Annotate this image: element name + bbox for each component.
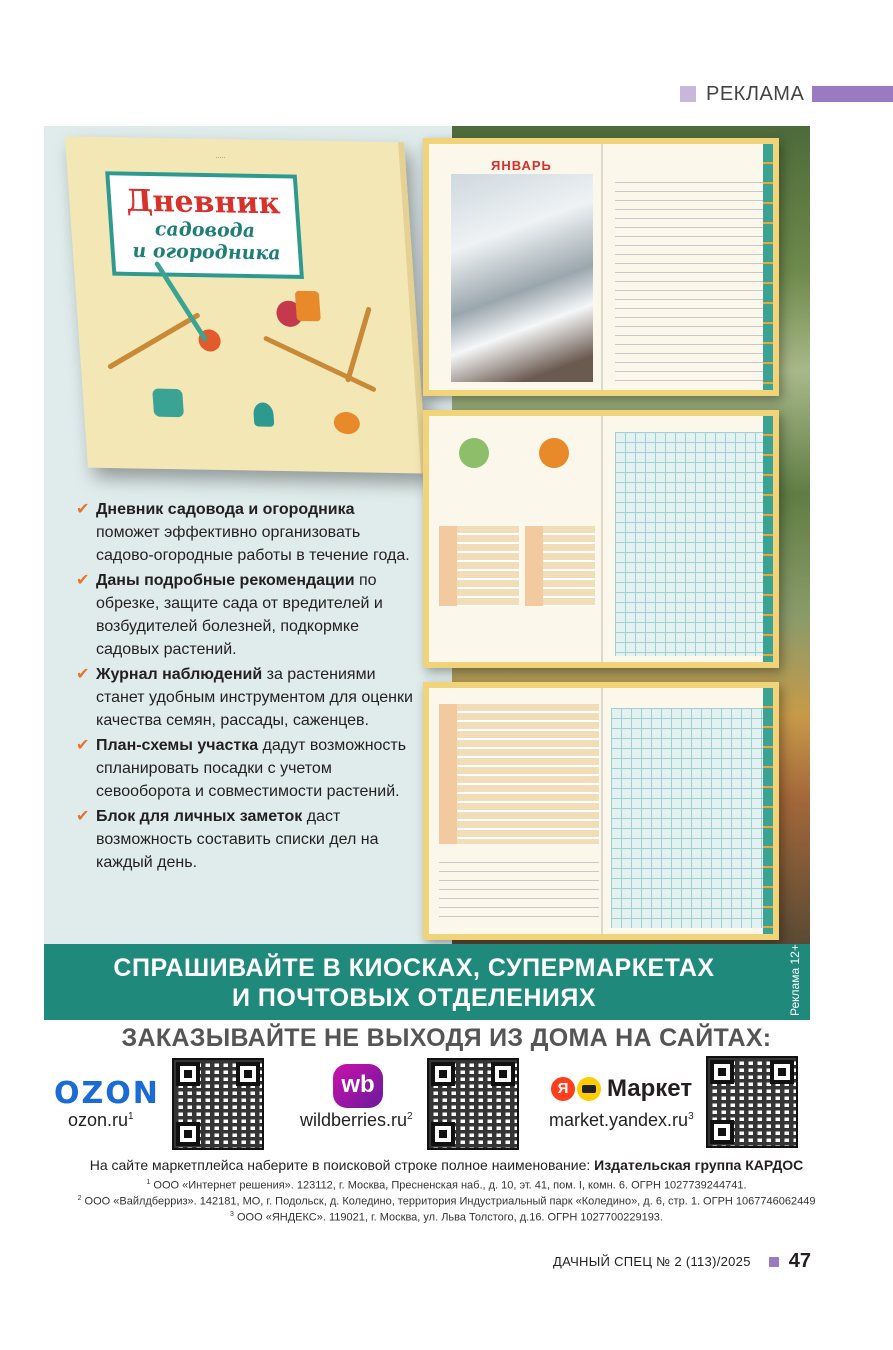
feature-text: по обрезке, защите сада от вредителей и возбудителей болезней, подкормке садовых растений.	[96, 572, 383, 658]
watering-can-icon	[152, 389, 184, 418]
ozon-footnote-ref: 1	[128, 1111, 134, 1122]
ad-label	[680, 82, 804, 106]
legal-note	[0, 1179, 893, 1192]
feature-bold: Блок для личных заметок	[96, 808, 303, 825]
legal-note-number: 3	[230, 1211, 234, 1218]
month-tabs	[763, 688, 773, 934]
cover-series-text: ·····	[215, 155, 227, 162]
seedling-notes	[439, 854, 599, 924]
crop-table	[439, 704, 599, 844]
search-instruction-text: На сайте маркетплейса наберите в поисковой строке полное наименование:	[89, 1157, 595, 1173]
footer-square	[769, 1257, 779, 1267]
spread-month-title: ЯНВАРЬ	[491, 158, 552, 173]
cover-title-line1: Дневник	[124, 183, 282, 222]
availability-banner	[44, 944, 810, 1020]
wildberries-url[interactable]	[300, 1110, 413, 1131]
qr-finder	[491, 1062, 515, 1086]
spade-handle-icon	[345, 306, 372, 383]
feature-list	[76, 498, 416, 876]
legal-note-text: ООО «ЯНДЕКС». 119021, г. Москва, ул. Льва Толстого, д.16. ОГРН 1027700229193.	[233, 1211, 663, 1224]
qr-finder	[176, 1122, 200, 1146]
ozon-url[interactable]	[68, 1110, 134, 1131]
book-cover	[65, 136, 427, 473]
publisher-name: Издательская группа КАРДОС	[594, 1157, 804, 1173]
qr-finder	[710, 1120, 734, 1144]
feature-bold: Даны подробные рекомендации	[96, 572, 355, 589]
age-rating-label: Реклама 12+	[788, 944, 802, 1016]
ozon-logo[interactable]: OZON	[54, 1076, 160, 1111]
yandex-market-url[interactable]	[549, 1110, 694, 1131]
legal-note	[0, 1195, 893, 1208]
pumpkin-icon	[333, 412, 360, 435]
wildberries-url-text: wildberries.ru	[300, 1110, 408, 1130]
cover-title-line2: садовода	[154, 218, 256, 243]
spread-fold	[601, 416, 603, 662]
qr-finder	[431, 1062, 455, 1086]
feature-text: за растениями станет удобным инструментом для оценки качества семян, рассады, саженцев.	[96, 666, 413, 729]
yandex-market-qr-code[interactable]	[706, 1056, 798, 1148]
winter-garden-photo	[451, 174, 593, 382]
ad-label-bar	[812, 86, 893, 102]
book-spread-january	[423, 138, 779, 396]
month-tabs	[763, 416, 773, 662]
reference-table	[439, 526, 519, 606]
qr-finder	[710, 1060, 734, 1084]
spread-fold	[601, 688, 603, 934]
plant-illustration-icon	[539, 438, 569, 468]
feature-text: поможет эффективно организовать садово-огородные работы в течение года.	[96, 524, 410, 564]
feature-bold: Дневник садовода и огородника	[96, 501, 355, 518]
magazine-issue: ДАЧНЫЙ СПЕЦ № 2 (113)/2025	[553, 1254, 751, 1269]
feature-bold: Журнал наблюдений	[96, 666, 263, 683]
legal-note-text: ООО «Интернет решения». 123112, г. Москва, Пресненская наб., д. 10, эт. 41, пом. I, комн. 6. ОГРН 1027739244741.	[150, 1179, 747, 1192]
feature-item	[76, 498, 416, 567]
yandex-market-logo[interactable]	[551, 1074, 692, 1104]
book-spread-tables	[423, 410, 779, 668]
page-number: 47	[788, 1250, 811, 1272]
spread-fold	[601, 144, 603, 390]
book-spread-plans	[423, 682, 779, 940]
banner-line2: И ПОЧТОВЫХ ОТДЕЛЕНИЯХ	[231, 984, 597, 1012]
yandex-market-footnote-ref: 3	[688, 1111, 694, 1122]
feature-item	[76, 569, 416, 661]
qr-finder	[431, 1122, 455, 1146]
observation-journal-grid	[615, 432, 765, 656]
yandex-icon: Я	[551, 1077, 575, 1101]
feature-item	[76, 663, 416, 732]
feature-item	[76, 805, 416, 874]
qr-finder	[770, 1060, 794, 1084]
checkmark-icon: ✔	[76, 808, 90, 825]
notes-lines	[615, 174, 765, 384]
yandex-market-url-text: market.yandex.ru	[549, 1110, 689, 1130]
page-footer	[553, 1250, 811, 1273]
banner-line1: СПРАШИВАЙТЕ В КИОСКАХ, СУПЕРМАРКЕТАХ	[113, 954, 715, 982]
search-instruction	[0, 1157, 893, 1173]
wildberries-qr-code[interactable]	[427, 1058, 519, 1150]
qr-finder	[236, 1062, 260, 1086]
feature-item	[76, 734, 416, 803]
wildberries-footnote-ref: 2	[407, 1111, 413, 1122]
month-tabs	[763, 144, 773, 390]
legal-note-text: ООО «Вайлдберриз». 142181, МО, г. Подольск, д. Коледино, территория Индустриальный парк «Коледино», д. 6, стр. 1. ОГРН 1067746062449	[81, 1195, 816, 1208]
qr-finder	[176, 1062, 200, 1086]
ad-label-text: РЕКЛАМА	[706, 82, 805, 105]
order-heading: ЗАКАЗЫВАЙТЕ НЕ ВЫХОДЯ ИЗ ДОМА НА САЙТАХ:	[121, 1024, 772, 1052]
feature-text: дадут возможность спланировать посадки с учетом севооборота и совместимости растений.	[96, 737, 407, 800]
legal-note-number: 2	[77, 1195, 82, 1202]
checkmark-icon: ✔	[76, 572, 90, 589]
reference-table	[525, 526, 595, 606]
plot-plan-grid	[611, 708, 767, 928]
boot-icon	[295, 291, 321, 322]
cover-title-box	[105, 171, 304, 279]
market-icon	[577, 1077, 601, 1101]
ad-label-square	[680, 86, 696, 102]
checkmark-icon: ✔	[76, 737, 90, 754]
feature-text: даст возможность составить списки дел на каждый день.	[96, 808, 379, 871]
tool-handle-icon	[107, 312, 201, 370]
checkmark-icon: ✔	[76, 666, 90, 683]
plant-illustration-icon	[459, 438, 489, 468]
shovel-icon	[253, 402, 275, 426]
cover-title-line3: и огородника	[131, 239, 282, 265]
yandex-market-wordmark: Маркет	[607, 1075, 693, 1102]
wildberries-logo[interactable]: wb	[333, 1064, 383, 1108]
ozon-url-text: ozon.ru	[68, 1110, 129, 1130]
legal-note	[0, 1211, 893, 1224]
checkmark-icon: ✔	[76, 501, 90, 518]
feature-bold: План-схемы участка	[96, 737, 259, 754]
ozon-qr-code[interactable]	[172, 1058, 264, 1150]
legal-note-number: 1	[146, 1179, 151, 1186]
